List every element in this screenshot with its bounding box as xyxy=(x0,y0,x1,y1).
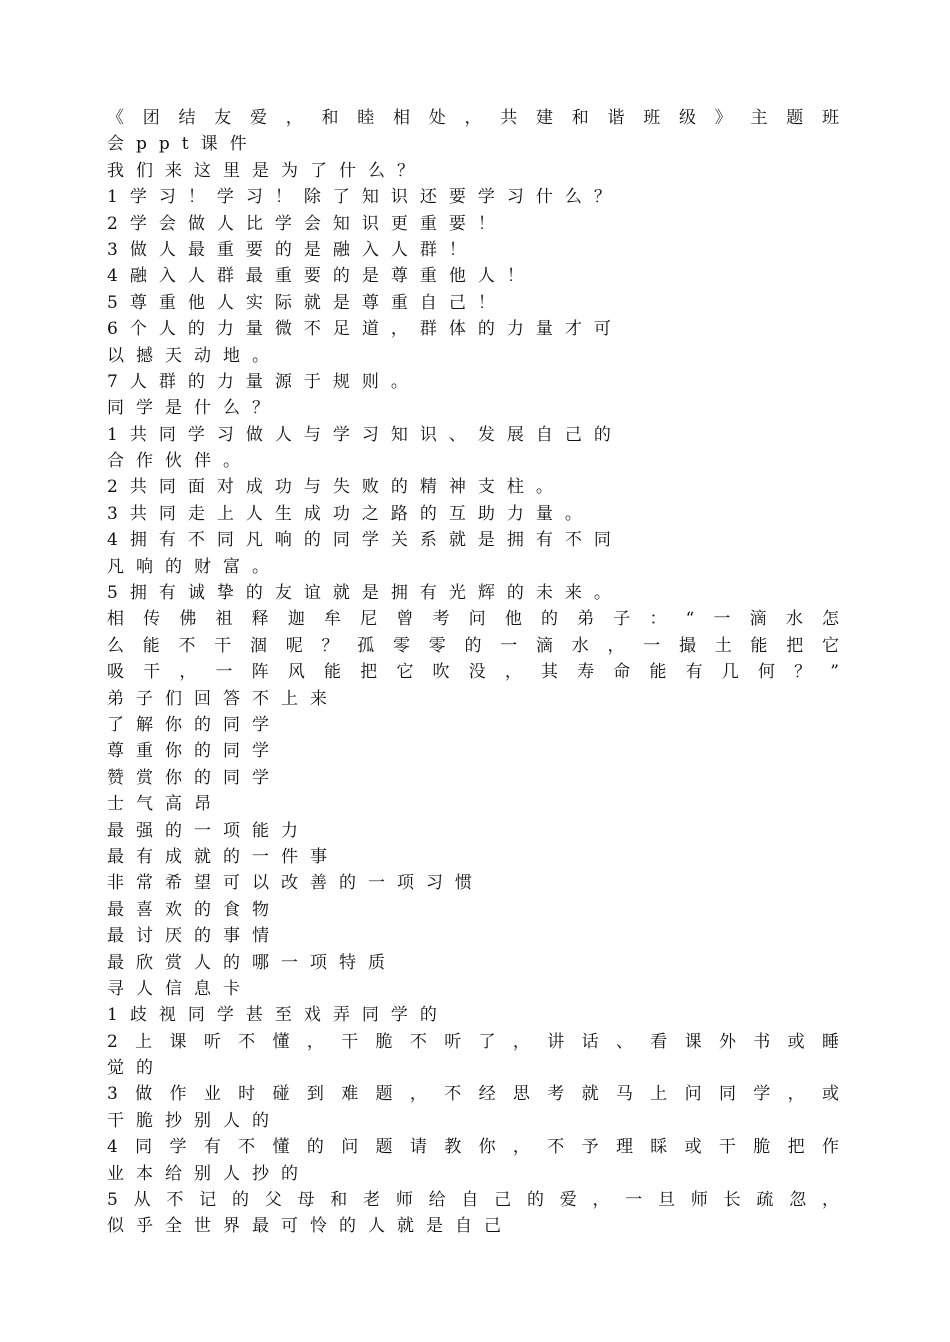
text-line: 4融入人群最重要的是尊重他人！ xyxy=(107,266,536,287)
text-line: 似乎全世界最可怜的人就是自己 xyxy=(107,1216,513,1237)
text-line: 弟子们回答不上来 xyxy=(107,688,339,709)
text-line: 会ppt课件 xyxy=(107,134,259,155)
text-line: 1歧视同学甚至戏弄同学的 xyxy=(107,1005,449,1026)
text-line: 干脆抄别人的 xyxy=(107,1110,281,1131)
text-line: 1学习！学习！除了知识还要学习什么？ xyxy=(107,187,623,208)
text-line: 最欣赏人的哪一项特质 xyxy=(107,952,397,973)
text-line: 觉的 xyxy=(107,1058,165,1079)
text-line: 6个人的力量微不足道，群体的力量才可 xyxy=(107,319,623,340)
text-line: 5拥有诚挚的友谊就是拥有光辉的未来。 xyxy=(107,583,623,604)
text-line: 2共同面对成功与失败的精神支柱。 xyxy=(107,477,565,498)
text-line: 非常希望可以改善的一项习惯 xyxy=(107,873,484,894)
text-line: 《团结友爱，和睦相处，共建和谐班级》主题班 xyxy=(107,108,847,128)
text-line: 最强的一项能力 xyxy=(107,820,310,841)
text-line: 业本给别人抄的 xyxy=(107,1163,310,1184)
text-line: 3做作业时碰到难题，不经思考就马上问同学，或 xyxy=(107,1084,847,1105)
text-line: 2上课听不懂，干脆不听了，讲话、看课外书或睡 xyxy=(107,1031,847,1052)
text-line: 3做人最重要的是融入人群！ xyxy=(107,239,478,260)
text-line: 以撼天动地。 xyxy=(107,345,281,366)
text-line: 4同学有不懂的问题请教你，不予理睬或干脆把作 xyxy=(107,1137,847,1158)
text-line: 尊重你的同学 xyxy=(107,741,281,762)
text-line: 7人群的力量源于规则。 xyxy=(107,371,420,392)
text-line: 我们来这里是为了什么？ xyxy=(107,160,426,181)
text-line: 最讨厌的事情 xyxy=(107,926,281,947)
text-line: 了解你的同学 xyxy=(107,714,281,735)
text-line: 同学是什么？ xyxy=(107,398,281,419)
text-line: 凡响的财富。 xyxy=(107,556,281,577)
text-line: 么能不干涸呢？孤零零的一滴水，一撮土能把它 xyxy=(107,635,847,656)
text-line: 吸干，一阵风能把它吹没，其寿命能有几何？” xyxy=(107,662,847,683)
text-line: 4拥有不同凡响的同学关系就是拥有不同 xyxy=(107,530,623,551)
text-line: 赞赏你的同学 xyxy=(107,767,281,788)
text-line: 合作伙伴。 xyxy=(107,451,252,472)
text-line: 最有成就的一件事 xyxy=(107,846,339,867)
text-line: 最喜欢的食物 xyxy=(107,899,281,920)
text-line: 5从不记的父母和老师给自己的爱，一旦师长疏忽， xyxy=(107,1190,847,1211)
text-line: 相传佛祖释迦牟尼曾考问他的弟子：“一滴水怎 xyxy=(107,609,847,630)
document-body xyxy=(107,105,847,1240)
text-line: 寻人信息卡 xyxy=(107,978,252,999)
text-line: 2学会做人比学会知识更重要！ xyxy=(107,213,507,234)
text-line: 3共同走上人生成功之路的互助力量。 xyxy=(107,503,594,524)
text-line: 1共同学习做人与学习知识、发展自己的 xyxy=(107,424,623,445)
text-line: 士气高昂 xyxy=(107,794,223,815)
text-line: 5尊重他人实际就是尊重自己！ xyxy=(107,292,507,313)
